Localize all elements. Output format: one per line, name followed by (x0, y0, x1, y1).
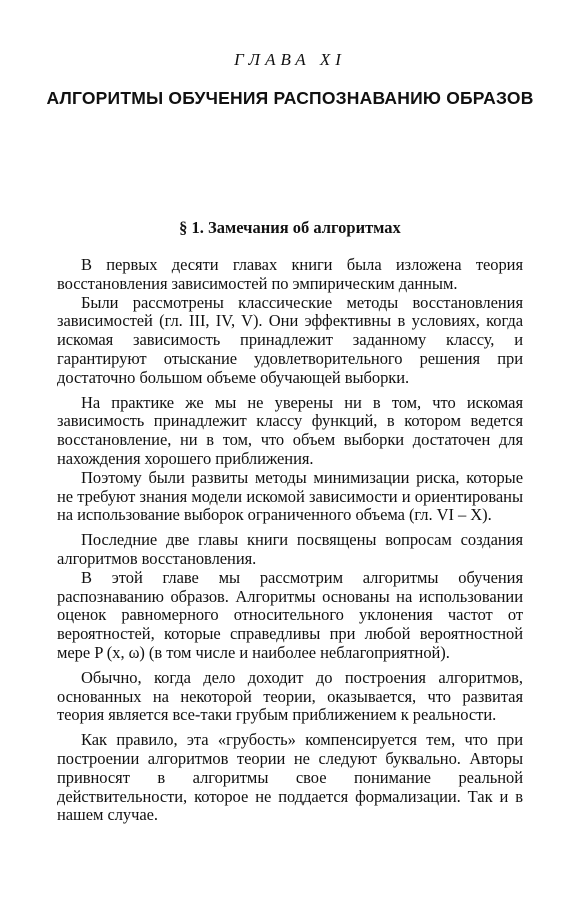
paragraph: Обычно, когда дело доходит до построения алгоритмов, основанных на некоторой теории, оказывается, что развитая теория является все-таки грубым приближением к реальности. (57, 667, 523, 725)
body-text (57, 256, 523, 825)
paragraph: В этой главе мы рассмотрим алгоритмы обучения распознаванию образов. Алгоритмы основаны на использовании оценок равномерного относительного уклонения частот от вероятностей, которые справедливы при любой вероятностной мере P (x, ω) (в том числе и наиболее неблагоприятной). (57, 567, 523, 662)
chapter-title: АЛГОРИТМЫ ОБУЧЕНИЯ РАСПОЗНАВАНИЮ ОБРАЗОВ (46, 88, 534, 108)
section-title: § 1. Замечания об алгоритмах (179, 218, 401, 237)
chapter-label: ГЛАВА XI (234, 50, 346, 69)
paragraph: Поэтому были развиты методы минимизации риска, которые не требуют знания модели искомой зависимости и ориентированы на использование выборок ограниченного объема (гл. VI – X). (57, 467, 523, 525)
paragraph: Как правило, эта «грубость» компенсируется тем, что при построении алгоритмов теории не следуют буквально. Авторы привносят в алгоритмы свое понимание реальной действительности, которое не поддается формализации. Так и в нашем случае. (57, 730, 523, 825)
paragraph: На практике же мы не уверены ни в том, что искомая зависимость принадлежит классу функций, в котором ведется восстановление, ни в том, что объем выборки достаточен для нахождения хорошего приближения. (57, 392, 523, 468)
paragraph: В первых десяти главах книги была изложена теория восстановления зависимостей по эмпирическим данным. (57, 255, 523, 293)
paragraph: Последние две главы книги посвящены вопросам создания алгоритмов восстановления. (57, 530, 523, 568)
paragraph: Были рассмотрены классические методы восстановления зависимостей (гл. III, IV, V). Они эффективны в условиях, когда искомая зависимость принадлежит заданному классу, и гарантируют отыскание удовлетворительного решения при достаточно большом объеме обучающей выборки. (57, 292, 523, 387)
